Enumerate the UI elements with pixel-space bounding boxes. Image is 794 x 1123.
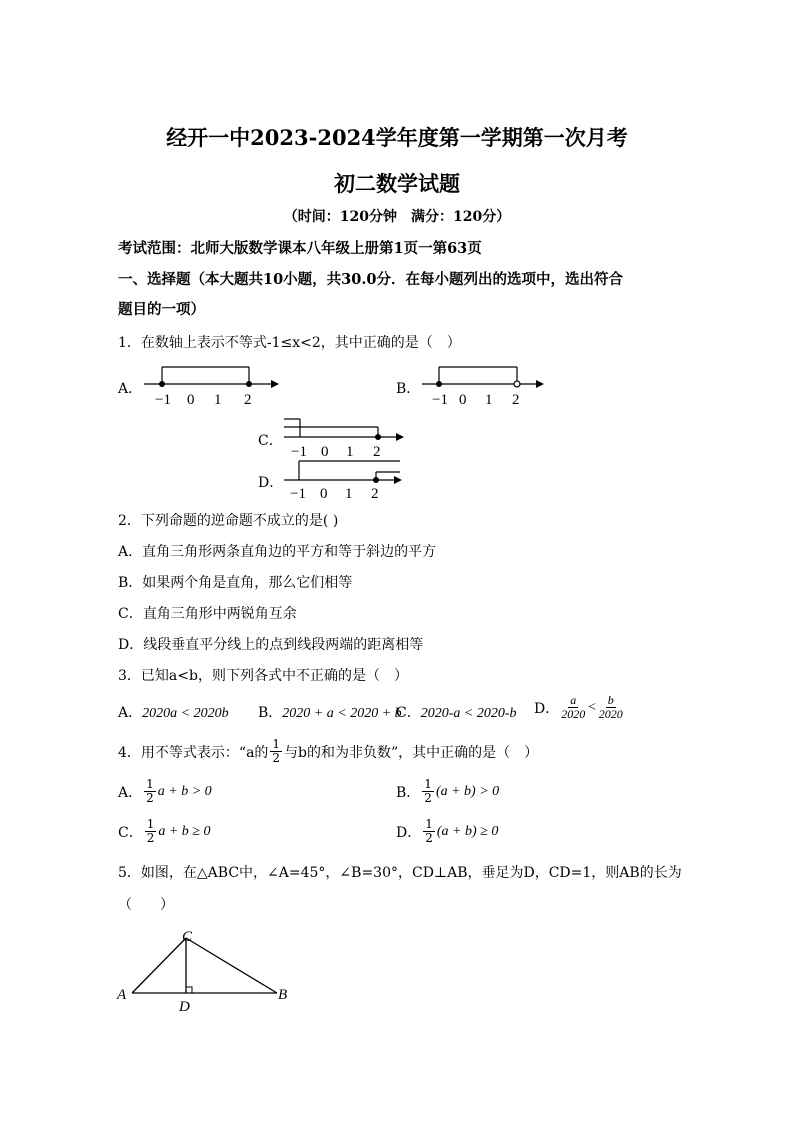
- q1-option-b-numberline: [418, 362, 553, 408]
- tick-label: 1: [346, 444, 354, 458]
- tick-label: −1: [291, 444, 307, 458]
- q4-stem-frac: [270, 738, 282, 765]
- expression: (a + b) ≥ 0: [436, 823, 499, 839]
- exam-subtitle: 初二数学试题: [334, 171, 460, 196]
- option-label: A．: [118, 784, 143, 801]
- vertex-label-a: A: [117, 987, 127, 1003]
- q1-option-c-numberline: [280, 414, 410, 458]
- numerator: b: [607, 693, 614, 707]
- half-fraction: [145, 818, 157, 845]
- denominator: 2020: [598, 707, 623, 721]
- segment-ac: [132, 938, 186, 993]
- time-info: （时间：120分钟 满分：120分）: [283, 209, 511, 225]
- q1-option-b-label: B．: [396, 381, 421, 397]
- tick-label: 2: [371, 486, 379, 500]
- denominator: 2: [146, 791, 154, 805]
- q3-option-a-label: A．: [118, 705, 143, 721]
- tick-label: 1: [485, 392, 493, 408]
- exam-title: 经开一中2023-2024学年度第一学期第一次月考: [166, 125, 628, 150]
- half-fraction: [423, 818, 435, 845]
- q2-option-b: B．如果两个角是直角，那么它们相等: [118, 575, 353, 591]
- tick-label: −1: [155, 392, 171, 408]
- section-heading: 一、选择题（本大题共10小题，共30.0分．在每小题列出的选项中，选出符合: [118, 271, 623, 288]
- q4-option-d: [396, 818, 498, 845]
- tick-label: 1: [345, 486, 353, 500]
- numerator: 1: [146, 777, 154, 791]
- denominator: 2: [424, 791, 432, 805]
- q4-option-c: [118, 818, 211, 845]
- q4-option-b: [396, 778, 499, 805]
- tick-label: 0: [320, 486, 328, 500]
- q3-option-d-frac-left: [561, 694, 585, 721]
- q5-stem: 5．如图，在△ABC中，∠A=45°，∠B=30°，CD⊥AB，垂足为D，CD=1，则AB的长为: [118, 865, 682, 881]
- q3-option-b-label: B．: [258, 705, 283, 721]
- q3-option-d-label: D．: [534, 700, 560, 717]
- q2-stem: 2．下列命题的逆命题不成立的是( ): [118, 513, 339, 529]
- numerator: 1: [424, 777, 432, 791]
- q3-option-c: 2020-a < 2020-b: [420, 706, 517, 721]
- denominator: 2: [146, 831, 155, 845]
- section-heading-cont: 题目的一项）: [118, 301, 205, 318]
- numerator: a: [570, 693, 577, 707]
- denominator: 2020: [561, 707, 586, 721]
- vertex-label-b: B: [278, 987, 288, 1003]
- q3-option-a: 2020a < 2020b: [142, 706, 229, 721]
- tick-label: 0: [459, 392, 467, 408]
- expression: a + b ≥ 0: [158, 823, 211, 839]
- q1-option-d-numberline: [280, 456, 410, 500]
- tick-label: 0: [321, 444, 329, 458]
- q1-option-d-label: D．: [258, 475, 284, 491]
- q2-option-c: C．直角三角形中两锐角互余: [118, 606, 297, 622]
- vertex-label-c: C: [182, 929, 193, 945]
- denominator: 2: [425, 831, 433, 845]
- tick-label: 2: [244, 392, 252, 408]
- less-than-sign: <: [587, 699, 597, 715]
- vertex-label-d: D: [179, 999, 190, 1015]
- q5-triangle-figure: [112, 924, 302, 1016]
- q4-option-a: [118, 778, 212, 805]
- option-label: B．: [396, 784, 421, 801]
- half-fraction: [422, 778, 434, 805]
- q3-option-c-label: C．: [396, 705, 421, 721]
- q3-option-d-frac-right: [599, 694, 623, 721]
- tick-label: 1: [214, 392, 222, 408]
- q4-stem-post: 与b的和为非负数”，其中正确的是（ ）: [284, 744, 539, 761]
- numerator: 1: [425, 817, 433, 831]
- option-label: C．: [118, 824, 143, 841]
- denominator: 2: [272, 751, 281, 765]
- q5-answer-paren: （ ）: [118, 897, 174, 913]
- expression: (a + b) > 0: [435, 783, 500, 799]
- option-label: D．: [396, 824, 422, 841]
- q1-option-c-label: C．: [258, 433, 283, 449]
- q2-option-d: D．线段垂直平分线上的点到线段两端的距离相等: [118, 637, 424, 653]
- tick-label: 2: [373, 444, 381, 458]
- numerator: 1: [272, 737, 281, 751]
- expression: a + b > 0: [157, 783, 212, 799]
- q1-option-a-numberline: [140, 362, 285, 408]
- segment-bc: [186, 938, 277, 993]
- q1-stem: 1．在数轴上表示不等式-1≤x<2，其中正确的是（ ）: [118, 335, 461, 351]
- tick-label: 2: [512, 392, 520, 408]
- tick-label: 0: [187, 392, 195, 408]
- q3-stem: 3．已知a<b，则下列各式中不正确的是（ ）: [118, 668, 408, 684]
- q1-option-a-label: A．: [118, 381, 143, 397]
- q3-option-b: 2020 + a < 2020 + b: [282, 706, 402, 721]
- tick-label: −1: [290, 486, 306, 500]
- exam-scope: 考试范围：北师大版数学课本八年级上册第1页一第63页: [118, 240, 482, 257]
- right-angle-mark: [186, 987, 192, 993]
- tick-label: −1: [432, 392, 448, 408]
- q4-stem-pre: 4．用不等式表示：“a的: [118, 744, 269, 761]
- q2-option-a: A．直角三角形两条直角边的平方和等于斜边的平方: [118, 544, 437, 560]
- half-fraction: [144, 778, 156, 805]
- numerator: 1: [146, 817, 155, 831]
